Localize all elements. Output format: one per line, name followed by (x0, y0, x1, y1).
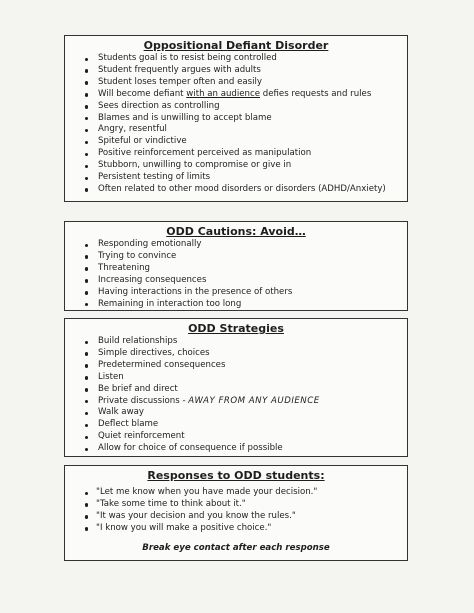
list-item: Simple directives, choices (65, 348, 407, 360)
list-item: Increasing consequences (65, 275, 407, 287)
list-item: Student frequently argues with adults (65, 65, 407, 77)
responses-section (64, 465, 408, 561)
list-item: Listen (65, 372, 407, 384)
list-item: Be brief and direct (65, 384, 407, 396)
cautions-list (65, 239, 407, 310)
list-item: Blames and is unwilling to accept blame (65, 113, 407, 125)
list-item-defiant (65, 89, 407, 101)
private-text-emphasis: AWAY FROM ANY AUDIENCE (188, 395, 320, 406)
responses-title: Responses to ODD students: (147, 469, 325, 482)
list-item: Allow for choice of consequence if possible (65, 443, 407, 455)
responses-footer: Break eye contact after each response (142, 542, 330, 553)
list-item: "It was your decision and you know the rules." (65, 511, 407, 523)
list-item-private (65, 396, 407, 408)
list-item: Spiteful or vindictive (65, 136, 407, 148)
list-item: "Take some time to think about it." (65, 499, 407, 511)
odd-list (65, 53, 407, 196)
list-item: Persistent testing of limits (65, 172, 407, 184)
cautions-section (64, 221, 408, 311)
defiant-text-after: defies requests and rules (260, 88, 372, 99)
list-item: Threatening (65, 263, 407, 275)
list-item: Walk away (65, 407, 407, 419)
list-item: "Let me know when you have made your decision." (65, 487, 407, 499)
list-item: "I know you will make a positive choice." (65, 523, 407, 535)
list-item: Angry, resentful (65, 124, 407, 136)
odd-title: Oppositional Defiant Disorder (143, 39, 329, 52)
list-item: Trying to convince (65, 251, 407, 263)
list-item: Often related to other mood disorders or disorders (ADHD/Anxiety) (65, 184, 407, 196)
defiant-text-underlined: with an audience (186, 88, 261, 99)
odd-section (64, 35, 408, 202)
defiant-text-before: Will become defiant (98, 88, 187, 99)
list-item: Sees direction as controlling (65, 101, 407, 113)
list-item: Predetermined consequences (65, 360, 407, 372)
strategies-list (65, 336, 407, 455)
list-item: Students goal is to resist being controlled (65, 53, 407, 65)
strategies-section (64, 318, 408, 457)
cautions-title: ODD Cautions: Avoid… (166, 225, 306, 238)
list-item: Responding emotionally (65, 239, 407, 251)
list-item: Positive reinforcement perceived as manipulation (65, 148, 407, 160)
responses-list (65, 487, 407, 535)
list-item: Quiet reinforcement (65, 431, 407, 443)
list-item: Having interactions in the presence of others (65, 287, 407, 299)
list-item: Stubborn, unwilling to compromise or give in (65, 160, 407, 172)
private-text-before: Private discussions - (98, 395, 189, 406)
list-item: Deflect blame (65, 419, 407, 431)
list-item: Build relationships (65, 336, 407, 348)
list-item: Student loses temper often and easily (65, 77, 407, 89)
strategies-title: ODD Strategies (188, 322, 284, 335)
list-item: Remaining in interaction too long (65, 299, 407, 311)
